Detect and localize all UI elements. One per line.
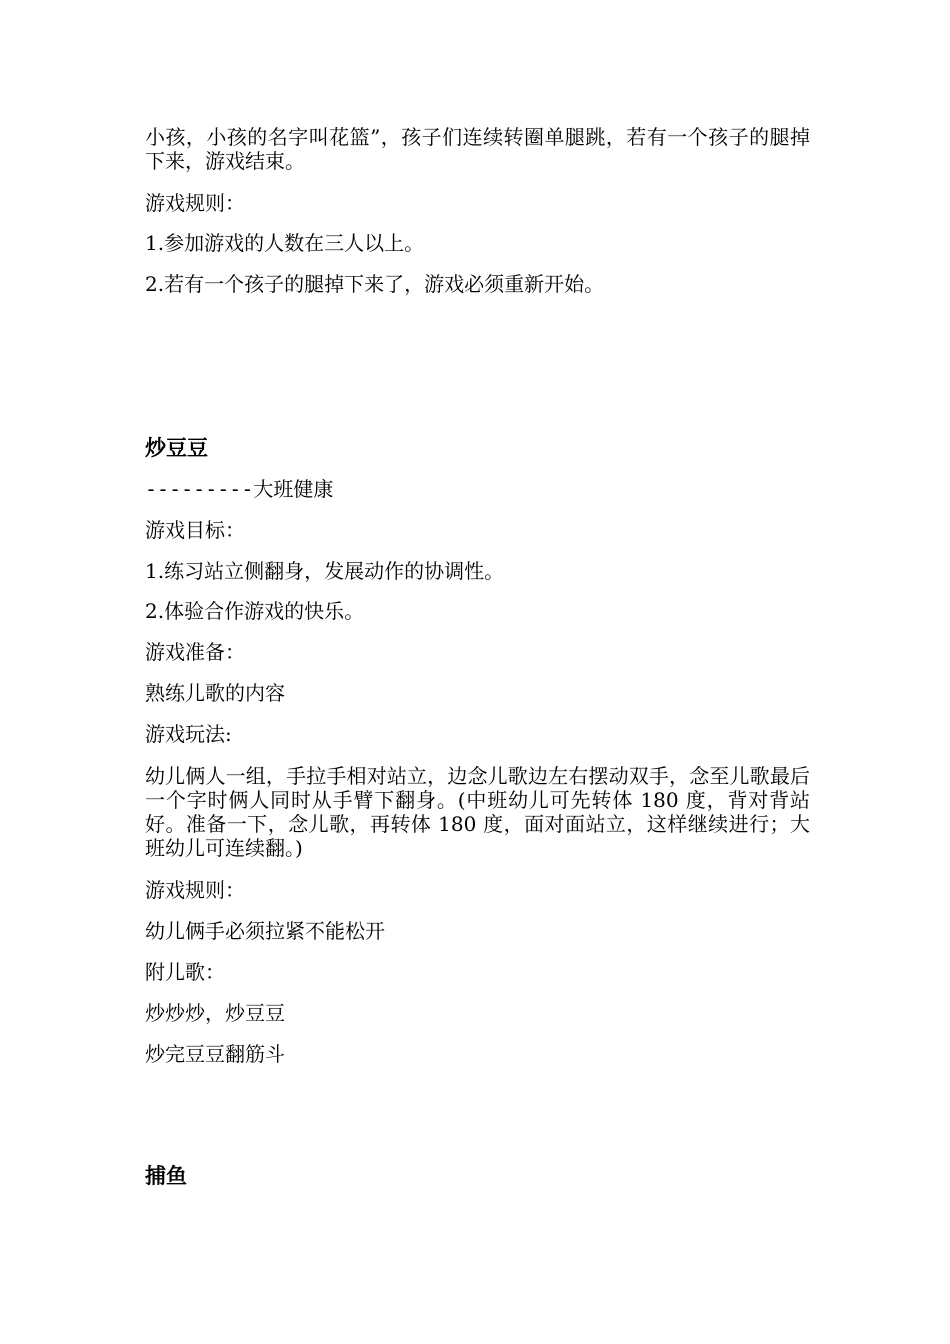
prep-title: 游戏准备： <box>145 640 245 664</box>
song-line-1: 炒炒炒，炒豆豆 <box>145 1001 285 1025</box>
play-title: 游戏玩法: <box>145 722 232 746</box>
goal-item-2: 2.体验合作游戏的快乐。 <box>145 599 365 623</box>
subtitle-text: 大班健康 <box>253 477 334 501</box>
rule-item-1: 1.参加游戏的人数在三人以上。 <box>145 231 425 255</box>
goal-item-1: 1.练习站立侧翻身，发展动作的协调性。 <box>145 559 505 583</box>
rules2-text: 幼儿俩手必须拉紧不能松开 <box>145 919 385 943</box>
subtitle-dashes: --------- <box>145 477 254 501</box>
rules2-title: 游戏规则： <box>145 878 245 902</box>
prep-text: 熟练儿歌的内容 <box>145 681 285 705</box>
subtitle-line <box>145 478 333 501</box>
game-title-chaodoudou: 炒豆豆 <box>145 436 208 460</box>
song-title: 附儿歌： <box>145 960 225 984</box>
continued-paragraph: 小孩，小孩的名字叫花篮”，孩子们连续转圈单腿跳，若有一个孩子的腿掉下来，游戏结束。 <box>145 125 810 173</box>
rules-title: 游戏规则： <box>145 191 245 215</box>
game-title-buyu: 捕鱼 <box>145 1164 187 1188</box>
goals-title: 游戏目标： <box>145 518 245 542</box>
rule-item-2: 2.若有一个孩子的腿掉下来了，游戏必须重新开始。 <box>145 272 605 296</box>
play-text: 幼儿俩人一组，手拉手相对站立，边念儿歌边左右摆动双手，念至儿歌最后一个字时俩人同时从手臂下翻身。(中班幼儿可先转体 180 度，背对背站好。准备一下，念儿歌，再转体 180 度，面对面站立，这样继续进行；大班幼儿可连续翻。) <box>145 764 810 860</box>
song-line-2: 炒完豆豆翻筋斗 <box>145 1042 285 1066</box>
